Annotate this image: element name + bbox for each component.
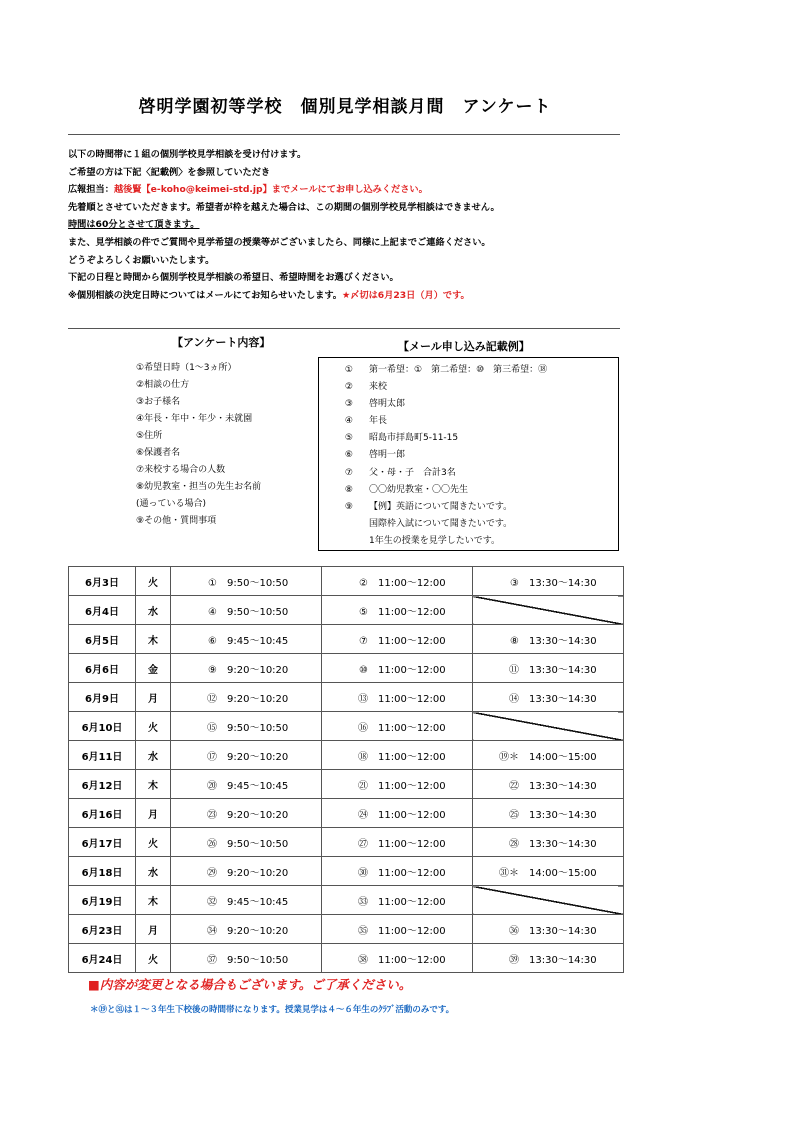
slot-time: 11:00〜12:00: [378, 751, 446, 763]
slot-time: 11:00〜12:00: [378, 867, 446, 879]
schedule-table: [68, 566, 624, 973]
slot-number: ⑲＊: [499, 751, 519, 763]
example-row: [319, 482, 618, 499]
time-slot[interactable]: [171, 741, 322, 770]
section-divider: [68, 328, 620, 329]
slot-time: 11:00〜12:00: [378, 809, 446, 821]
page-title: 啓明学園初等学校 個別見学相談月間 アンケート: [138, 97, 552, 117]
questionnaire-item: ⑨その他・質問事項: [136, 516, 217, 526]
schedule-weekday: 火: [136, 712, 171, 741]
schedule-date: 6月3日: [69, 567, 136, 596]
schedule-weekday: 木: [136, 770, 171, 799]
slot-time: 11:00〜12:00: [378, 954, 446, 966]
example-number: ⑥: [344, 450, 353, 461]
example-row: [319, 362, 618, 379]
slot-number: ⑤: [359, 606, 368, 618]
slot-number: ㉞: [207, 925, 217, 937]
intro-line: [68, 287, 628, 305]
slot-time: 11:00〜12:00: [378, 925, 446, 937]
time-slot[interactable]: [473, 567, 624, 596]
schedule-date: 6月16日: [69, 799, 136, 828]
time-slot[interactable]: [322, 799, 473, 828]
slot-time: 9:20〜10:20: [227, 693, 289, 705]
example-number: ④: [344, 416, 353, 427]
time-slot[interactable]: [473, 625, 624, 654]
schedule-date: 6月9日: [69, 683, 136, 712]
time-slot[interactable]: [322, 567, 473, 596]
time-slot[interactable]: [171, 857, 322, 886]
time-slot[interactable]: [171, 567, 322, 596]
schedule-weekday: 火: [136, 828, 171, 857]
schedule-row: [69, 886, 624, 915]
schedule-weekday: 水: [136, 596, 171, 625]
example-text: 〇〇幼児教室・〇〇先生: [369, 484, 469, 495]
example-box: [318, 357, 619, 551]
slot-number: ㊲: [207, 954, 217, 966]
intro-line: どうぞよろしくお願いいたします。: [68, 254, 215, 266]
schedule-weekday: 水: [136, 857, 171, 886]
schedule-date: 6月6日: [69, 654, 136, 683]
time-slot[interactable]: [473, 915, 624, 944]
questionnaire-item: ⑥保護者名: [136, 448, 181, 458]
questionnaire-item: (通っている場合): [136, 499, 207, 509]
contact-label: 広報担当：: [68, 184, 114, 196]
slot-number: ㉗: [358, 838, 368, 850]
slot-number: ③: [510, 577, 519, 589]
slot-number: ⑫: [207, 693, 217, 705]
slot-time: 9:45〜10:45: [227, 780, 289, 792]
example-text: 国際枠入試について聞きたいです。: [369, 518, 513, 529]
schedule-weekday: 月: [136, 683, 171, 712]
slot-time: 9:20〜10:20: [227, 925, 289, 937]
example-text: 来校: [369, 382, 388, 393]
slot-time: 9:50〜10:50: [227, 577, 289, 589]
example-text: 父・母・子 合計3名: [369, 467, 456, 478]
slot-number: ㉕: [509, 809, 519, 821]
change-notice: ■内容が変更となる場合もございます。ご了承ください。: [88, 977, 412, 992]
example-row: [319, 430, 618, 447]
time-slot[interactable]: [322, 828, 473, 857]
schedule-row: [69, 712, 624, 741]
time-slot[interactable]: [473, 741, 624, 770]
example-text: 【例】英語について聞きたいです。: [369, 501, 513, 512]
schedule-row: [69, 683, 624, 712]
questionnaire-item: ③お子様名: [136, 397, 181, 407]
schedule-date: 6月18日: [69, 857, 136, 886]
schedule-date: 6月19日: [69, 886, 136, 915]
schedule-row: [69, 944, 624, 973]
time-slot[interactable]: [171, 799, 322, 828]
slot-time: 11:00〜12:00: [378, 577, 446, 589]
example-text: 啓明一郎: [369, 450, 406, 461]
example-number: ①: [344, 365, 353, 375]
slot-number: ㊳: [358, 954, 368, 966]
time-slot[interactable]: [322, 712, 473, 741]
time-slot[interactable]: [322, 654, 473, 683]
slot-number: ㊴: [509, 954, 519, 966]
slot-time: 9:50〜10:50: [227, 722, 289, 734]
schedule-row: [69, 654, 624, 683]
intro-text: [68, 146, 628, 304]
slot-number: ㉔: [358, 809, 368, 821]
time-slot[interactable]: [322, 857, 473, 886]
time-slot-unavailable: [473, 712, 624, 741]
slot-time: 9:50〜10:50: [227, 606, 289, 618]
slot-time: 11:00〜12:00: [378, 896, 446, 908]
time-slot[interactable]: [171, 712, 322, 741]
title-divider: [68, 134, 620, 135]
time-slot-unavailable: [473, 886, 624, 915]
example-text: 第一希望：① 第二希望：⑩ 第三希望：⑱: [369, 365, 548, 375]
slot-time: 11:00〜12:00: [378, 780, 446, 792]
questionnaire-item: ⑤住所: [136, 431, 163, 441]
slot-time: 13:30〜14:30: [529, 809, 597, 821]
slot-number: ②: [359, 577, 368, 589]
slot-number: ㉖: [207, 838, 217, 850]
schedule-row: [69, 857, 624, 886]
time-slot[interactable]: [171, 944, 322, 973]
time-slot[interactable]: [473, 683, 624, 712]
example-row: [319, 413, 618, 430]
footnote: ＊⑲と㉛は１～３年生下校後の時間帯になります。授業見学は４～６年生のｸﾗﾌﾞ活動のみです。: [90, 1005, 455, 1015]
time-slot[interactable]: [322, 944, 473, 973]
slot-time: 13:30〜14:30: [529, 664, 597, 676]
time-slot[interactable]: [473, 857, 624, 886]
schedule-date: 6月12日: [69, 770, 136, 799]
example-number: ⑨: [344, 501, 353, 512]
example-number: ⑧: [344, 484, 353, 495]
slot-time: 13:30〜14:30: [529, 635, 597, 647]
time-slot[interactable]: [473, 770, 624, 799]
slot-number: ⑮: [207, 722, 217, 734]
intro-line: [68, 216, 628, 234]
slot-number: ㉙: [207, 867, 217, 879]
slot-number: ㉚: [358, 867, 368, 879]
example-row: [319, 516, 618, 533]
time-slot[interactable]: [171, 915, 322, 944]
schedule-row: [69, 567, 624, 596]
slot-time: 9:20〜10:20: [227, 751, 289, 763]
slot-time: 9:20〜10:20: [227, 664, 289, 676]
schedule-row: [69, 741, 624, 770]
slot-time: 14:00〜15:00: [529, 867, 597, 879]
slot-number: ⑩: [359, 664, 368, 676]
decision-note: ※個別相談の決定日時についてはメールにてお知らせいたします。: [68, 289, 342, 301]
schedule-weekday: 木: [136, 625, 171, 654]
schedule-weekday: 月: [136, 799, 171, 828]
slot-time: 14:00〜15:00: [529, 751, 597, 763]
example-row: [319, 499, 618, 516]
slot-number: ㉘: [509, 838, 519, 850]
slot-time: 13:30〜14:30: [529, 693, 597, 705]
slot-time: 13:30〜14:30: [529, 954, 597, 966]
example-row: [319, 379, 618, 396]
slot-number: ⑱: [358, 751, 368, 763]
slot-number: ㉛＊: [499, 867, 519, 879]
example-number: ③: [344, 399, 353, 410]
schedule-row: [69, 799, 624, 828]
time-slot[interactable]: [171, 828, 322, 857]
schedule-row: [69, 596, 624, 625]
time-slot[interactable]: [171, 683, 322, 712]
time-slot[interactable]: [171, 596, 322, 625]
slot-number: ㊱: [509, 925, 519, 937]
example-row: [319, 465, 618, 482]
schedule-row: [69, 915, 624, 944]
schedule-date: 6月4日: [69, 596, 136, 625]
time-slot[interactable]: [322, 770, 473, 799]
intro-line: また、見学相談の件でご質問や見学希望の授業等がございましたら、同様に上記までご連絡ください。: [68, 236, 491, 248]
time-slot[interactable]: [322, 625, 473, 654]
schedule-date: 6月11日: [69, 741, 136, 770]
questionnaire-item: ①希望日時（1〜3ヵ所）: [136, 363, 237, 373]
slot-number: ㉑: [358, 780, 368, 792]
slot-time: 11:00〜12:00: [378, 664, 446, 676]
intro-line: 以下の時間帯に１組の個別学校見学相談を受け付けます。: [68, 149, 307, 160]
slot-number: ⑳: [207, 780, 217, 792]
example-number: [319, 516, 369, 533]
schedule-row: [69, 770, 624, 799]
questionnaire-item: ⑧幼児教室・担当の先生お名前: [136, 482, 262, 492]
example-text: 啓明太郎: [369, 399, 406, 410]
questionnaire-item: ⑦来校する場合の人数: [136, 465, 226, 475]
questionnaire-item: ④年長・年中・年少・未就園: [136, 414, 253, 424]
schedule-weekday: 金: [136, 654, 171, 683]
slot-number: ⑪: [509, 664, 519, 676]
slot-number: ⑯: [358, 722, 368, 734]
example-number: ⑦: [344, 467, 353, 478]
schedule-row: [69, 625, 624, 654]
schedule-date: 6月5日: [69, 625, 136, 654]
slot-number: ⑥: [208, 635, 217, 647]
time-slot[interactable]: [322, 915, 473, 944]
duration-note: 時間は60分とさせて頂きます。: [68, 219, 200, 231]
intro-line: 下記の日程と時間から個別学校見学相談の希望日、希望時間をお選びください。: [68, 272, 399, 284]
slot-time: 13:30〜14:30: [529, 925, 597, 937]
example-row: [319, 447, 618, 464]
time-slot[interactable]: [322, 886, 473, 915]
time-slot[interactable]: [171, 654, 322, 683]
schedule-date: 6月24日: [69, 944, 136, 973]
questionnaire-list: [136, 360, 316, 530]
time-slot[interactable]: [473, 799, 624, 828]
example-number: ⑤: [344, 433, 353, 444]
intro-line: [68, 181, 628, 199]
slot-time: 9:45〜10:45: [227, 896, 289, 908]
schedule-date: 6月17日: [69, 828, 136, 857]
slot-number: ⑦: [359, 635, 368, 647]
slot-number: ㉟: [358, 925, 368, 937]
slot-number: ⑧: [510, 635, 519, 647]
example-row: [319, 396, 618, 413]
time-slot[interactable]: [473, 828, 624, 857]
slot-time: 9:50〜10:50: [227, 838, 289, 850]
slot-time: 11:00〜12:00: [378, 722, 446, 734]
example-row: [319, 533, 618, 550]
slot-time: 9:50〜10:50: [227, 954, 289, 966]
example-text: 昭島市拝島町5-11-15: [369, 433, 459, 444]
example-heading: 【メール申し込み記載例】: [398, 340, 530, 353]
slot-number: ④: [208, 606, 217, 618]
slot-time: 9:20〜10:20: [227, 867, 289, 879]
slot-number: ㉜: [207, 896, 217, 908]
schedule-date: 6月23日: [69, 915, 136, 944]
slot-number: ㉓: [207, 809, 217, 821]
time-slot[interactable]: [322, 596, 473, 625]
example-text: 1年生の授業を見学したいです。: [369, 535, 501, 546]
questionnaire-heading: 【アンケート内容】: [172, 336, 271, 349]
time-slot[interactable]: [322, 741, 473, 770]
time-slot[interactable]: [171, 770, 322, 799]
slot-time: 11:00〜12:00: [378, 838, 446, 850]
slot-number: ㉝: [358, 896, 368, 908]
slot-number: ⑨: [208, 664, 217, 676]
example-number: ②: [344, 382, 353, 393]
schedule-weekday: 水: [136, 741, 171, 770]
slot-time: 9:20〜10:20: [227, 809, 289, 821]
schedule-weekday: 火: [136, 567, 171, 596]
slot-time: 11:00〜12:00: [378, 693, 446, 705]
slot-time: 9:45〜10:45: [227, 635, 289, 647]
slot-number: ㉒: [509, 780, 519, 792]
time-slot[interactable]: [171, 886, 322, 915]
intro-line: ご希望の方は下記〈記載例〉を参照していただき: [68, 166, 271, 178]
slot-time: 11:00〜12:00: [378, 635, 446, 647]
time-slot[interactable]: [322, 683, 473, 712]
schedule-row: [69, 828, 624, 857]
deadline-note: ★〆切は6月23日（月）です。: [342, 289, 470, 301]
schedule-weekday: 木: [136, 886, 171, 915]
slot-number: ①: [208, 577, 217, 589]
slot-time: 13:30〜14:30: [529, 780, 597, 792]
time-slot-unavailable: [473, 596, 624, 625]
slot-number: ⑭: [509, 693, 519, 705]
slot-time: 13:30〜14:30: [529, 577, 597, 589]
slot-number: ⑬: [358, 693, 368, 705]
slot-time: 13:30〜14:30: [529, 838, 597, 850]
example-text: 年長: [369, 416, 388, 427]
schedule-weekday: 月: [136, 915, 171, 944]
questionnaire-item: ②相談の仕方: [136, 380, 190, 390]
example-number: [319, 533, 369, 550]
slot-time: 11:00〜12:00: [378, 606, 446, 618]
schedule-date: 6月10日: [69, 712, 136, 741]
slot-number: ⑰: [207, 751, 217, 763]
intro-line: 先着順とさせていただきます。希望者が枠を越えた場合は、この期間の個別学校見学相談はできません。: [68, 201, 500, 213]
schedule-weekday: 火: [136, 944, 171, 973]
time-slot[interactable]: [171, 625, 322, 654]
time-slot[interactable]: [473, 654, 624, 683]
time-slot[interactable]: [473, 944, 624, 973]
contact-email[interactable]: 越後賢【e-koho@keimei-std.jp】までメールにてお申し込みください。: [113, 184, 428, 196]
